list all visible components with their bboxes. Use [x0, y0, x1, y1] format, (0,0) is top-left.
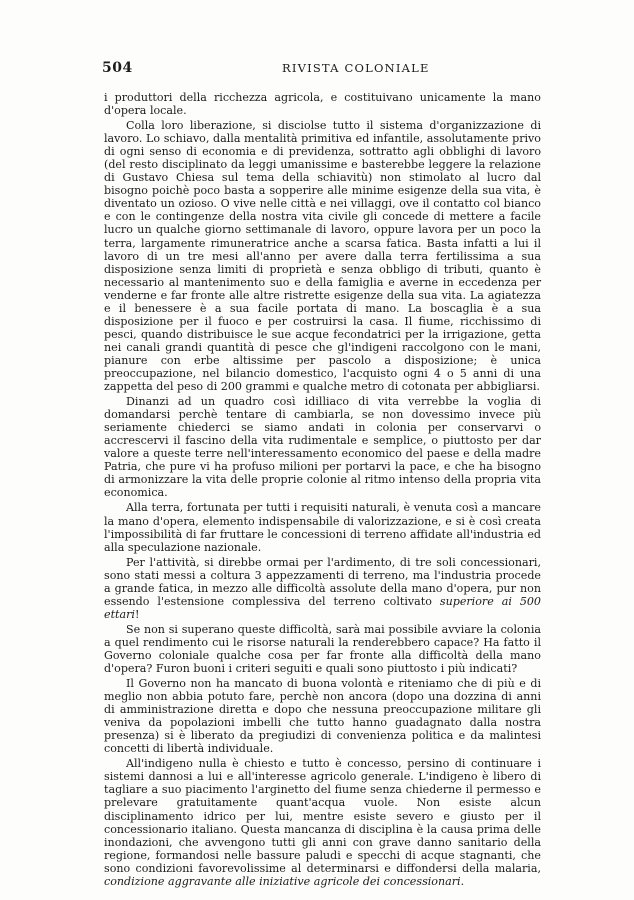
paragraph-8-emphasis: condizione aggravante alle iniziative agricole dei concessionari: [104, 874, 461, 888]
article-body: [104, 91, 541, 890]
page-header: [102, 60, 542, 78]
paragraph-3: Dinanzi ad un quadro così idilliaco di vita verrebbe la voglia di domandarsi perchè tentare di cambiarla, se non dovessimo invece più seriamente chiederci se siamo andati in colonia per conservarvi o accrescervi il fascino della vita rudimentale e semplice, o piuttosto per dar valore a queste terre nell'interessamento economico del paese e della madre Patria, che pure vi ha profuso milioni per portarvi la pace, e che ha bisogno di armonizzare la vita delle proprie colonie al ritmo intenso della propria vita economica.: [104, 395, 541, 500]
page-number: 504: [102, 60, 133, 76]
paragraph-8-text: All'indigeno nulla è chiesto e tutto è concesso, persino di continuare i sistemi dannosi a lui e all'interesse agricolo generale. L'indigeno è libero di tagliare a suo piacimento l'arginetto del fiume senza chiederne il permesso e prelevare gratuitamente quant'acqua vuole. Non esiste alcun disciplinamento idrico per lui, mentre esiste severo e giusto per il concessionario italiano. Questa mancanza di disciplina è la causa prima delle inondazioni, che avvengono tutti gli anni con grave danno sanitario della regione, formandosi nelle bassure paludi e specchi di acque stagnanti, che sono condizioni favorevolissime al determinarsi e diffondersi della malaria,: [104, 757, 541, 875]
paragraph-2: Colla loro liberazione, si disciolse tutto il sistema d'organizzazione di lavoro. Lo schiavo, dalla mentalità primitiva ed infantile, assolutamente privo di ogni senso di economia e di previdenza, sottratto agli obblighi di lavoro (del resto disciplinato da leggi umanissime e basterebbe leggere la relazione di Gustavo Chiesa sul tema della schiavitù) non stimolato al lucro dal bisogno poichè poco basta a sopperire alle minime esigenze della sua vita, è diventato un ozioso. O vive nelle città e nei villaggi, ove il contatto col bianco e con le contingenze della nostra vita civile gli concede di mettere a facile lucro un qualche giorno settimanale di lavoro, oppure lavora per un poco la terra, largamente rimuneratrice anche a scarsa fatica. Basta infatti a lui il lavoro di un tre mesi all'anno per avere dalla terra fertilissima a sua disposizione senza limiti di proprietà e senza obbligo di tributi, quanto è necessario al mantenimento suo e della famiglia e averne in eccedenza per venderne e far fronte alle altre ristrette esigenze della sua vita. La agiatezza e il benessere è a sua facile portata di mano. La boscaglia è a sua disposizione per il fuoco e per costruirsi la casa. Il fiume, ricchissimo di pesci, quando distribuisce le sue acque fecondatrici per la irrigazione, getta nei canali grandi quantità di pesce che gl'indigeni raccolgono con le mani, pianure con erbe altissime per pascolo a disposizione; è unica preoccupazione, nel bilancio domestico, l'acquisto ogni 4 o 5 anni di una zappetta del peso di 200 grammi e qualche metro di cotonata per abbigliarsi.: [104, 119, 541, 394]
paragraph-5-text: Per l'attività, si direbbe ormai per l'ardimento, di tre soli concessionari, sono stati messi a coltura 3 appezzamenti di terreno, ma l'industria procede a grande fatica, in mezzo alle difficoltà assolute della mano d'opera, pur non essendo l'estensione complessiva del terreno coltivato: [104, 555, 541, 608]
paragraph-7: Il Governo non ha mancato di buona volontà e riteniamo che di più e di meglio non abbia potuto fare, perchè non ancora (dopo una dozzina di anni di amministrazione diretta e dopo che nessuna preoccupazione militare gli veniva da popolazioni imbelli che tutto hanno guadagnato dalla nostra presenza) si è liberato da pregiudizi di convenienza politica e da malintesi concetti di libertà individuale.: [104, 677, 541, 756]
running-title: RIVISTA COLONIALE: [282, 61, 430, 75]
paragraph-5-emphasis: superiore ai 500 ettari: [104, 594, 541, 621]
paragraph-8: [104, 757, 541, 887]
paragraph-5: [104, 556, 541, 621]
paragraph-1: i produttori della ricchezza agricola, e costituivano unicamente la mano d'opera locale.: [104, 91, 541, 118]
paragraph-6: Se non si superano queste difficoltà, sarà mai possibile avviare la colonia a quel rendimento cui le risorse naturali la renderebbero capace? Ha fatto il Governo coloniale qualche cosa per far fronte alla difficoltà della mano d'opera? Furon buoni i criteri seguiti e quali sono piuttosto i più indicati?: [104, 622, 541, 676]
paragraph-4: Alla terra, fortunata per tutti i requisiti naturali, è venuta così a mancare la mano d'opera, elemento indispensabile di valorizzazione, e si è così creata l'impossibilità di far fruttare le concessioni di terreno affidate all'industria ed alla speculazione nazionale.: [104, 501, 541, 554]
paragraph-8-end: .: [460, 874, 465, 888]
paragraph-5-end: !: [134, 607, 140, 621]
